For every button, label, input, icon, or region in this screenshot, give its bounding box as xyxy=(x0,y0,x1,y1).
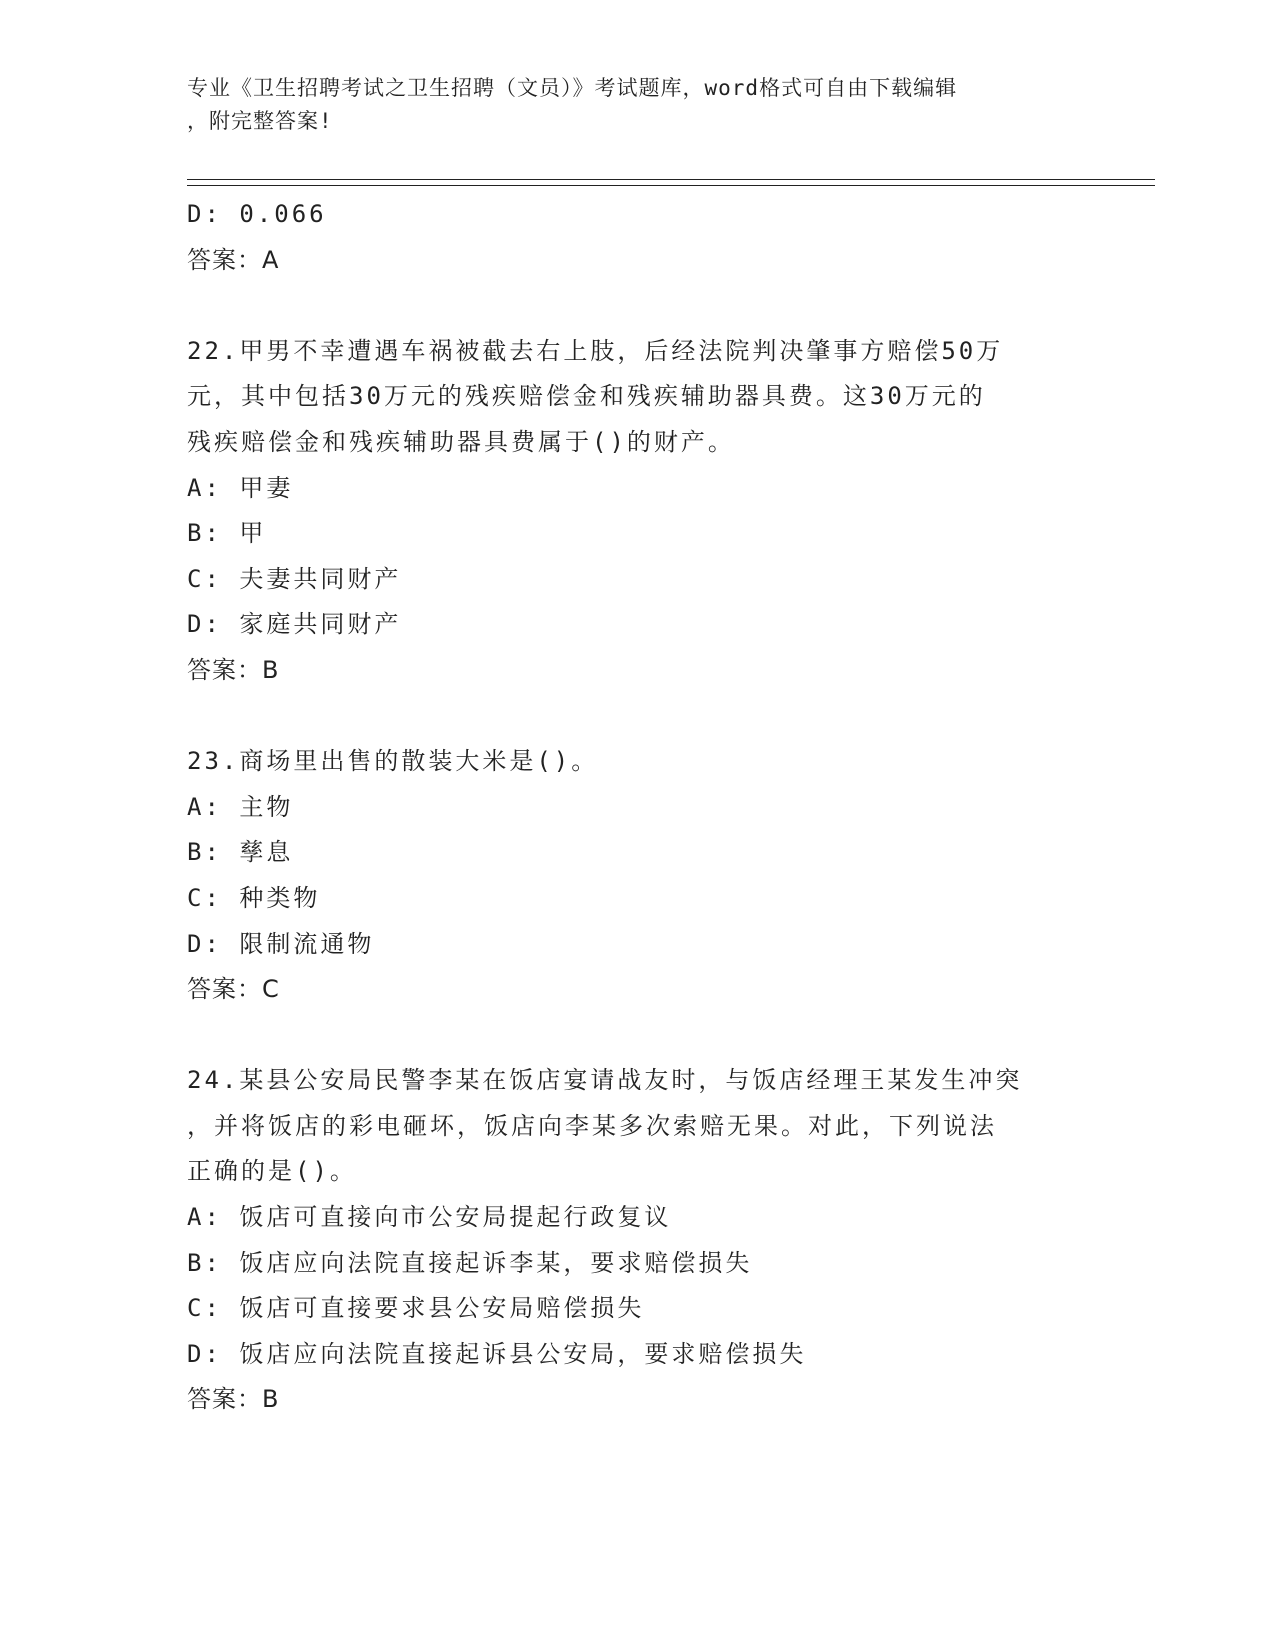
question-stem: ，并将饭店的彩电砸坏，饭店向李某多次索赔无果。对此，下列说法 xyxy=(187,1111,997,1140)
option-d: D: 家庭共同财产 xyxy=(187,610,402,639)
option-d: D: 0.066 xyxy=(187,200,327,228)
question-stem: 残疾赔偿金和残疾辅助器具费属于()的财产。 xyxy=(187,427,735,456)
option-d: D: 饭店应向法院直接起诉县公安局，要求赔偿损失 xyxy=(187,1339,807,1368)
option-b: B: 甲 xyxy=(187,519,267,548)
answer-line: 答案：B xyxy=(187,655,280,684)
option-c: C: 种类物 xyxy=(187,883,321,912)
question-list xyxy=(187,192,1087,1423)
spacer xyxy=(187,283,1087,329)
question-block xyxy=(187,329,1087,694)
question-block xyxy=(187,739,1087,1013)
header-line: 专业《卫生招聘考试之卫生招聘（文员）》考试题库，word格式可自由下载编辑 xyxy=(187,76,958,100)
question-stem: 正确的是()。 xyxy=(187,1157,357,1186)
option-d: D: 限制流通物 xyxy=(187,929,375,958)
option-c: C: 饭店可直接要求县公安局赔偿损失 xyxy=(187,1294,645,1323)
question-stem: 23.商场里出售的散装大米是()。 xyxy=(187,747,599,776)
option-b: B: 饭店应向法院直接起诉李某，要求赔偿损失 xyxy=(187,1248,753,1277)
document-header xyxy=(187,72,1087,138)
question-stem: 24.某县公安局民警李某在饭店宴请战友时，与饭店经理王某发生冲突 xyxy=(187,1066,1023,1095)
option-b: B: 孳息 xyxy=(187,838,294,867)
header-divider xyxy=(187,179,1155,180)
spacer xyxy=(187,1013,1087,1059)
spacer xyxy=(187,694,1087,740)
question-stem: 元，其中包括30万元的残疾赔偿金和残疾辅助器具费。这30万元的 xyxy=(187,382,986,411)
option-c: C: 夫妻共同财产 xyxy=(187,564,402,593)
option-a: A: 甲妻 xyxy=(187,473,294,502)
question-stem: 22.甲男不幸遭遇车祸被截去右上肢，后经法院判决肇事方赔偿50万 xyxy=(187,336,1004,365)
answer-line: 答案：B xyxy=(187,1385,280,1414)
option-a: A: 饭店可直接向市公安局提起行政复议 xyxy=(187,1203,672,1232)
header-line: ，附完整答案! xyxy=(187,109,333,133)
header-divider xyxy=(187,185,1155,186)
question-block xyxy=(187,1058,1087,1423)
answer-line: 答案：C xyxy=(187,975,280,1004)
answer-line: 答案：A xyxy=(187,245,280,274)
option-a: A: 主物 xyxy=(187,792,294,821)
